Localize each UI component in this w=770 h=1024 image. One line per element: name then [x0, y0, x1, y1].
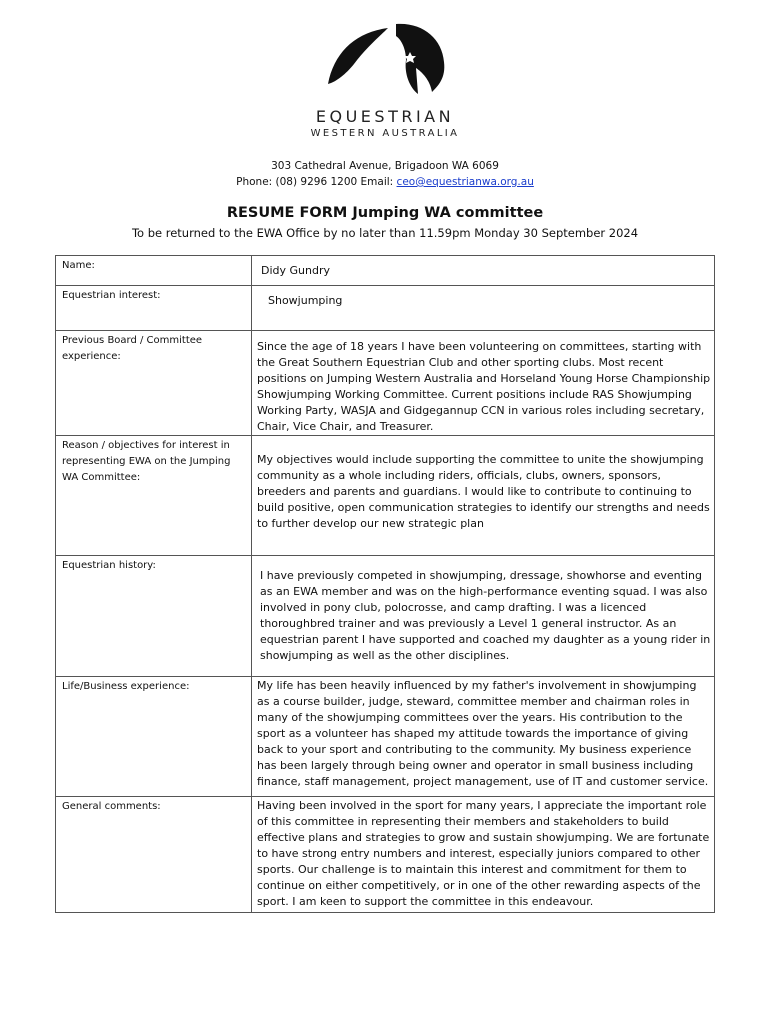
- form-title: RESUME FORM Jumping WA committee: [226, 205, 544, 221]
- email-link[interactable]: ceo@equestrianwa.org.au: [396, 176, 534, 188]
- equestrian-interest-value: [252, 286, 715, 331]
- table-row: [56, 286, 715, 331]
- table-row: [56, 256, 715, 286]
- table-row: [56, 331, 715, 436]
- table-row: [56, 556, 715, 677]
- equestrian-history-label: Equestrian history:: [56, 556, 252, 677]
- life-business-text: My life has been heavily influenced by my father's involvement in showjumping as a course builder, judge, steward, committee member and chairman roles in many of the showjumping committees over the years. His contribution to the sport as a volunteer has shaped my attitude towards the importance of giving back to your sport and contributing to the community. My business experience has been largely through being owner and operator in small business including finance, staff management, project management, use of IT and customer service.: [257, 679, 709, 788]
- name-label: Name:: [56, 256, 252, 286]
- reason-objectives-value: [252, 436, 715, 556]
- table-row: [56, 436, 715, 556]
- previous-board-value: [252, 331, 715, 436]
- name-value-text: Didy Gundry: [261, 264, 330, 277]
- reason-objectives-label: Reason / objectives for interest in representing EWA on the Jumping WA Committee:: [56, 436, 252, 556]
- resume-form-table: [55, 255, 715, 913]
- address-line: 303 Cathedral Avenue, Brigadoon WA 6069: [271, 160, 499, 172]
- equestrian-history-value: [252, 556, 715, 677]
- brand-name: EQUESTRIAN: [315, 107, 455, 126]
- life-business-value: [252, 677, 715, 797]
- general-comments-text: Having been involved in the sport for many years, I appreciate the important role of this committee in representing their members and stakeholders to build effective plans and strategies to grow and sustain showjumping. We are fortunate to have strong entry numbers and interest, especially juniors compared to other sports. Our challenge is to maintain this interest and commitment for them to continue on either competitively, or in one of the other rewarding aspects of the sport. I am keen to support the committee in this endeavour.: [257, 799, 710, 908]
- life-business-label: Life/Business experience:: [56, 677, 252, 797]
- general-comments-value: [252, 797, 715, 913]
- table-row: [56, 677, 715, 797]
- table-row: [56, 797, 715, 913]
- general-comments-label: General comments:: [56, 797, 252, 913]
- horse-head-logo-icon: [326, 22, 456, 102]
- equestrian-interest-label: Equestrian interest:: [56, 286, 252, 331]
- equestrian-interest-text: Showjumping: [268, 294, 343, 307]
- brand-region: WESTERN AUSTRALIA: [310, 128, 460, 139]
- previous-board-label: Previous Board / Committee experience:: [56, 331, 252, 436]
- contact-line: [0, 176, 770, 188]
- name-value: [252, 256, 715, 286]
- phone-text: Phone: (08) 9296 1200 Email:: [236, 176, 397, 188]
- equestrian-history-text: I have previously competed in showjumping, dressage, showhorse and eventing as an EWA member and was on the high-performance eventing squad. I was also involved in pony club, polocrosse, and camp drafting. I was a licenced thoroughbred trainer and was previously a Level 1 general instructor. As an equestrian parent I have supported and coached my daughter as a young rider in showjumping as well as the other disciplines.: [260, 569, 711, 662]
- previous-board-text: Since the age of 18 years I have been volunteering on committees, starting with the Great Southern Equestrian Club and other sporting clubs. Most recent positions on Jumping Western Australia and Horseland Young Horse Championship Showjumping Working Committee. Current positions include RAS Showjumping Working Party, WASJA and Gidgegannup CCN in various roles including secretary, Chair, Vice Chair, and Treasurer.: [257, 340, 711, 433]
- form-subtitle: To be returned to the EWA Office by no later than 11.59pm Monday 30 September 2024: [131, 226, 639, 240]
- reason-objectives-text: My objectives would include supporting the committee to unite the showjumping community as a whole including riders, officials, clubs, owners, sponsors, breeders and parents and guardians. I would like to contribute to continuing to build positive, open communication strategies to identify our strengths and needs to further develop our new strategic plan: [257, 453, 710, 530]
